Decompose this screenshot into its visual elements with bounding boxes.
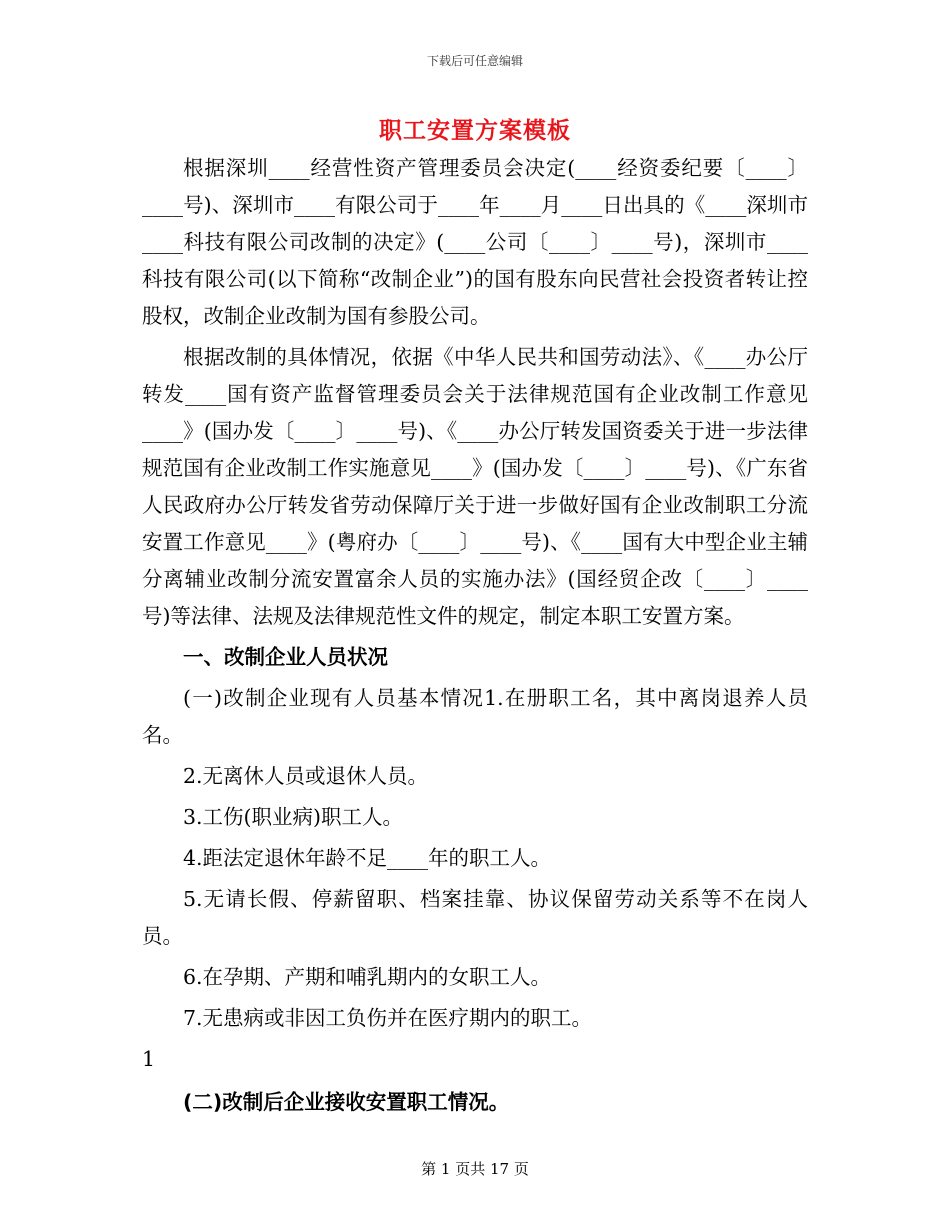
paragraph-intro: 根据深圳____经营性资产管理委员会决定(____经资委纪要〔____〕____号)、深圳市____有限公司于____年____月____日出具的《____深圳市____科技有限公司改制的决定》(____公司〔____〕____号)，深圳市____科技有限公司(以下简称“改制企业”)的国有股东向民营社会投资者转让控股权，改制企业改制为国有参股公司。 <box>142 156 808 328</box>
section-heading-personnel: 一、改制企业人员状况 <box>183 645 388 669</box>
list-item: 7.无患病或非因工负伤并在医疗期内的职工。 <box>183 1006 593 1030</box>
list-item: 3.工伤(职业病)职工人。 <box>183 805 404 829</box>
list-item: 2.无离休人员或退休人员。 <box>183 764 429 788</box>
subsection-current-staff: (一)改制企业现有人员基本情况1.在册职工名，其中离岗退养人员名。 <box>142 686 808 747</box>
list-item: 6.在孕期、产期和哺乳期内的女职工人。 <box>183 965 552 989</box>
list-item: 5.无请长假、停薪留职、档案挂靠、协议保留劳动关系等不在岗人员。 <box>142 887 808 948</box>
list-item: 4.距法定退休年龄不足____年的职工人。 <box>183 846 552 870</box>
document-title: 职工安置方案模板 <box>379 118 571 144</box>
header-note: 下载后可任意编辑 <box>426 54 523 68</box>
subsection-heading-reception: (二)改制后企业接收安置职工情况。 <box>183 1090 510 1114</box>
page-indicator: 第 1 页共 17 页 <box>421 1160 529 1178</box>
paragraph-basis: 根据改制的具体情况，依据《中华人民共和国劳动法》、《____办公厅转发____国有资产监督管理委员会关于法律规范国有企业改制工作意见____》(国办发〔____〕____号)、《____办公厅转发国资委关于进一步法律规范国有企业改制工作实施意见____》(国办发〔____〕____号)、《广东省人民政府办公厅转发省劳动保障厅关于进一步做好国有企业改制职工分流安置工作意见____》(粤府办〔____〕____号)、《____国有大中型企业主辅分离辅业改制分流安置富余人员的实施办法》(国经贸企改〔____〕____号)等法律、法规及法律规范性文件的规定，制定本职工安置方案。 <box>142 345 808 628</box>
inline-page-number: 1 <box>142 1047 156 1071</box>
document-body <box>142 150 808 1125</box>
